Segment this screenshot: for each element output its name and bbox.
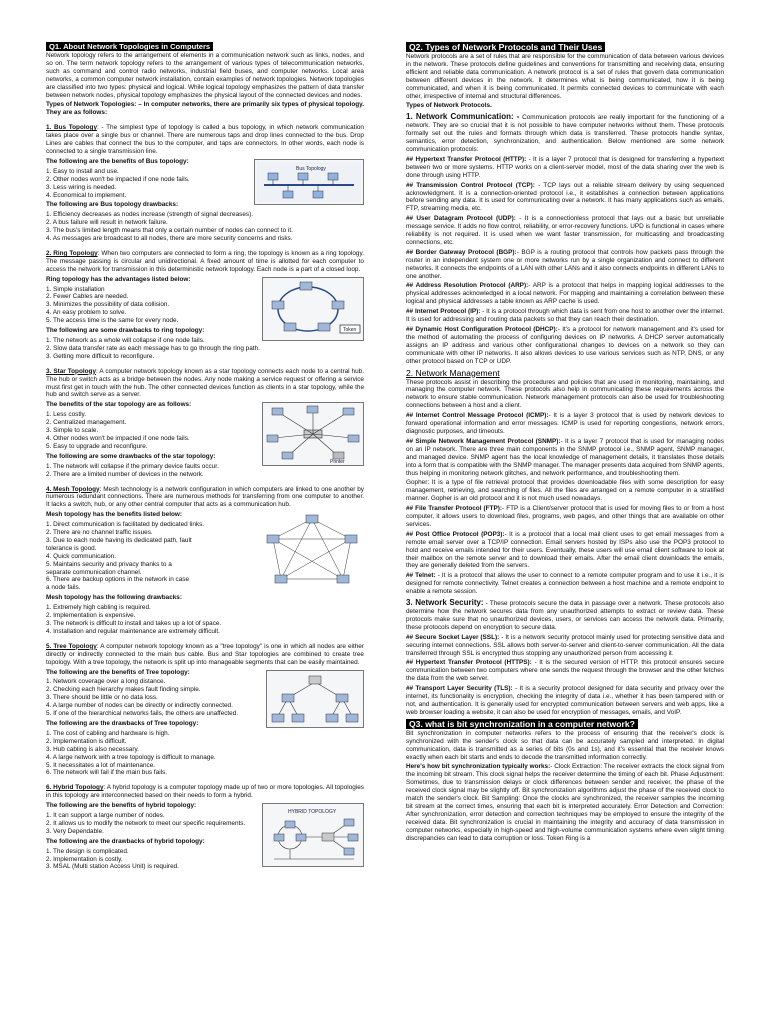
bus-node (328, 173, 338, 180)
left-column (46, 42, 364, 873)
protocol-name: ## Transport Layer Security (TLS): (406, 685, 513, 693)
bus-text: : - The simplest type of topology is called a bus topology, in which network communication takes place over a single bus or channel. There are numerous taps and drop lines connected to the bus. Drop Lines are cables that connect the bus to the computer, and taps are connectors. In other words, each node is connected to a single transmission line. (46, 124, 364, 155)
mesh-node (337, 575, 349, 583)
protocol-text: - It is a protocol through which data is sent from one host to another over the internet. It is used for addressing and routing data packets so that they can reach their destination. (406, 308, 725, 324)
mesh-text: : Mesh technology is a network configuration in which computers are linked to one another by numerous redundant connections. There are numerous methods for transferring from one computer to another. It lacks a switch, hub, or any other central computer that acts as a communication hub. (46, 485, 364, 509)
list-item: 1. Simple installation (46, 285, 105, 293)
list-item: 6. There are backup options in the network in case (46, 576, 190, 584)
hybrid-hub (322, 833, 334, 841)
list-item: 2. A bus failure will result in network failure. (46, 219, 168, 227)
protocol-text: - BGP is a routing protocol that controls how packets pass through the router in an independent system one or more networks run by a single organization and connect to different networks. It connects the endpoints of a LAN with other LANs and it also connects endpoints in different LANs to one another. (406, 248, 724, 280)
q3-how (406, 763, 724, 842)
list-item: 3. Very Dependable. (46, 827, 104, 835)
right-column (406, 42, 724, 844)
bus-diagram (256, 161, 362, 203)
protocol-text: - ARP is a protocol that helps in mapping logical addresses to the physical addresses acknowledged in a local network. For mapping and maintaining a correlation between these logical and physical addresses a table known as ARP cache is used. (406, 282, 724, 306)
protocol-text: - It is a layer 7 protocol that is designed for transferring a hypertext between two or more systems. HTTP works on a client-server model, most of the data sharing over the web is done through using HTTP. (406, 155, 724, 179)
protocol-text: Gopher: It is a type of file retrieval protocol that provides downloadable files with some description for easy management, retrieving, and searching of files. All the files are arranged on a remote computer in a stratified manner. Gopher is an old protocol and it is not much used nowadays. (406, 479, 724, 503)
protocol-text: - It is a protocol that allows the user to connect to a remote computer program and to use it i.e., it is designed for remote connectivity. Telnet creates a connection between a host machine and a remote endpoint to enable a remote session. (406, 572, 724, 596)
ring-drawbacks-head: The following are some drawbacks to ring topology: (46, 327, 205, 335)
bus-title: 1. Bus Topology (46, 124, 97, 132)
bus-benefits-head: The following are the benefits of Bus topology: (46, 157, 189, 165)
q2-types-head: Types of Network Protocols. (406, 102, 492, 110)
bus-drawbacks-head: The following are Bus topology drawbacks: (46, 201, 179, 209)
mesh-node (267, 535, 279, 543)
ring-text: : When two computers are connected to form a ring, the topology is known as a ring topology. The message passing is circular and unidirectional. A fixed amount of time is allotted for each computer to access the network for transmission in this deterministic network topology. Each node is a part of a closed loop. (46, 249, 364, 273)
q3-how-head: Here's how bit synchronization typically works: (406, 763, 551, 771)
hybrid-title: 6. Hybrid Topology (46, 784, 104, 792)
protocol-text: - It's a protocol for network management and it's used for the method of automating the process of configuring devices on IP networks. A DHCP server automatically assigns an IP address and various other configurational changes to devices on a network so they can communicate with other IP networks. It also allows devices to use various services such as NTP, DNS, or any other protocol based on TCP or UDP. (406, 326, 724, 365)
protocol-name: ## Hypertext Transfer Protocol (HTTP): (406, 155, 527, 163)
hybrid-node (285, 821, 295, 828)
hybrid-node (348, 834, 358, 841)
list-item: 5. It necessitates a lot of maintenance. (46, 761, 156, 769)
q1-intro: Network topology refers to the arrangement of elements in a communication network such as links, nodes, and so on. The term network topology refers to the arrangement of various types of telecommunication networks, such as command and control radio networks, industrial field buses, and computer networks. Local area networks, a common computer network installation, contain examples of network topologies. Network topologies are classified into two types: physical and logical. While logical topology emphasizes the pattern of data transfer between network nodes, physical topology emphasizes the physical layout of the connected devices and nodes. (46, 52, 364, 99)
list-item: 3. Minimizes the possibility of data collision. (46, 301, 170, 309)
list-item: 1. Efficiency decreases as nodes increase (strength of signal decreases). (46, 211, 253, 219)
list-item: 4. Other nodes won't be impacted if one node fails. (46, 434, 190, 442)
comm-title: 1. Network Communication: - (406, 112, 520, 122)
protocol-name: ## Border Gateway Protocol (BGP): (406, 248, 517, 256)
protocol-item (406, 308, 724, 324)
star-diagram (264, 404, 362, 464)
hybrid-node (344, 819, 354, 826)
list-item: 2. Fewer Cables are needed. (46, 293, 129, 301)
bus-node (298, 173, 308, 180)
star-topology-figure (262, 402, 364, 466)
list-item: 1. The cost of cabling and hardware is high. (46, 729, 170, 737)
q1-types-line: Types of Network Topologies: – In computer networks, there are primarily six types of physical topology. They are as follows: (46, 101, 364, 117)
tree-node (326, 714, 338, 722)
bus-node (283, 191, 293, 198)
list-item: tolerance is good. (46, 544, 97, 552)
star-benefits-head: The benefits of the star topology are as follows: (46, 401, 192, 409)
star-node (348, 435, 359, 442)
list-item: 2. Implementation is expensive. (46, 612, 136, 620)
protocol-item (406, 215, 724, 247)
list-item: 1. The design is complicated. (46, 847, 129, 855)
protocol-name: ## Post Office Protocol (POP3): (406, 530, 505, 538)
tree-node (272, 714, 284, 722)
hybrid-node (344, 848, 354, 855)
ring-title: 2. Ring Topology (46, 249, 98, 257)
mesh-node (275, 575, 287, 583)
token-label: Token (343, 326, 357, 333)
tree-root (309, 676, 321, 684)
list-item: 3. Simple to scale. (46, 427, 99, 435)
star-node (282, 452, 293, 459)
list-item: 3. Getting more difficult to reconfigure. (46, 352, 155, 360)
sec-title: 3. Network Security: (406, 598, 484, 608)
list-item: 4. Installation and regular maintenance are extremely difficult. (46, 627, 220, 635)
list-item: 4. As messages are broadcast to all nodes, there are more security concerns and risks. (46, 235, 293, 243)
tree-node (346, 714, 358, 722)
protocol-text: - It is a layer 7 protocol that is used for managing nodes on an IP network. There are three main components in the SNMP protocol i.e., SNMP agent, SNMP manager, and managed device. SNMP agent has the local knowledge of management details, it translates those details into a form that is compatible with the SNMP manager. The manager presents data acquired from SNMP agents, thus helping in monitoring network glitches, and network performance, and troubleshooting them. (406, 437, 724, 477)
q3-heading: Q3. what is bit synchronization in a computer network? (406, 719, 638, 729)
q2-intro: Network protocols are a set of rules that are responsible for the communication of data between various devices in the network. These protocols define guidelines and conventions for transmitting and receiving data, ensuring efficient and reliable data communication. A network protocol is a set of rules that govern data communication between different devices in the network. It determines what is being communicated, how it is being communicated, and when it is being communicated. It permits connected devices to communicate with each other, irrespective of internal and structural differences. (406, 53, 724, 100)
protocol-name: ## Internet Control Message Protocol (ICMP): (406, 412, 549, 420)
comm-section (406, 112, 724, 154)
ring-diagram (264, 279, 362, 339)
protocol-text: - It is a protocol that a local mail client uses to get email messages from a remote email server over a TCP/IP connection. Email servers hosted by ISPs also use the POP3 protocol to hold and receive emails intended for their users. Eventually, these users will use email client software to look at their mailbox on the remote server and to download their emails. After the email client downloads the emails, they are generally deleted from the servers. (406, 530, 724, 570)
protocol-item (406, 659, 724, 683)
list-item: 5. The access time is the same for every node. (46, 317, 179, 325)
protocol-item (406, 282, 724, 306)
tree-topology-figure (266, 670, 364, 728)
sec-text: - These protocols secure the data in passage over a network. These protocols also determine how the network secures data from any unauthorized attempts to extract or review data. These protocols make sure that no unauthorized devices, users, or services can access the network data. Primarily, these protocols depend on encryption to secure data. (406, 600, 724, 631)
list-item: 1. Direct communication is facilitated by dedicated links. (46, 521, 205, 529)
ring-node (272, 301, 284, 309)
list-item: 4. A large number of nodes can be directly or indirectly connected. (46, 702, 233, 710)
mgmt-text: These protocols assist in describing the procedures and policies that are used in monitoring, maintaining, and managing the computer network. These protocols also help in communicating these requirements across the network to ensure stable communication. Network management protocols can also be used for troubleshooting connections between a host and a client. (406, 378, 724, 410)
protocol-item (406, 249, 724, 281)
bus-figure-label: Bus Topology (296, 165, 326, 172)
hybrid-topology-figure (262, 803, 364, 867)
tree-benefits-head: The following are the benefits of Tree topology: (46, 668, 190, 676)
list-item: 1. Extremely high cabling is required. (46, 604, 151, 612)
list-item: 1. The network as a whole will collapse if one node fails. (46, 337, 205, 344)
list-item: 1. The network will collapse if the primary device faults occur. (46, 462, 219, 470)
mesh-topology-figure (260, 512, 364, 596)
protocol-item (406, 572, 724, 596)
list-item: 4. Economical to implement. (46, 191, 127, 199)
protocol-item (406, 634, 724, 658)
protocol-item (406, 156, 724, 180)
list-item: 4. An easy problem to solve. (46, 309, 127, 317)
mesh-section (46, 486, 364, 510)
list-item: a node fails. (46, 584, 81, 592)
protocol-text: - It is a network security protocol mainly used for protecting sensitive data and securing internet connections. SSL allows both server-to-server and client-to-server communication. All the data transferred through SSL is encrypted thus stopping any unauthorized person from accessing it. (406, 633, 724, 657)
list-item: 2. Centralized management. (46, 419, 127, 427)
hybrid-node (274, 834, 284, 841)
protocol-item (406, 505, 724, 529)
tree-drawbacks-head: The following are the drawbacks of Tree topology: (46, 719, 199, 727)
star-drawbacks-head: The following are some drawbacks of the star topology: (46, 452, 216, 460)
protocol-name: ## User Datagram Protocol (UDP): (406, 215, 516, 223)
q3-how-text: - Clock Extraction: The receiver extracts the clock signal from the incoming bit stream. This clock signal helps the receiver determine the timing of each bit. Phase Adjustment: Sometimes, due to transmission delays or clock differences between sender and receiver, the phase of the received clock signal may be slightly off. Bit synchronization algorithms adjust the phase of the received clock to match the sender's clock. Bit Sampling: Once the clocks are synchronized, the receiver samples the incoming bit stream at the correct times, ensuring that each bit is interpreted accurately. Error Detection and Correction: After synchronization, error detection and correction techniques may be employed to ensure the integrity of the received data. Bit synchronization is crucial in maintaining the integrity and accuracy of data transmission in computer networks, especially in high-speed and high-volume communication systems where even slight timing discrepancies can lead to data corruption or loss. Token Ring is a (406, 763, 724, 842)
protocol-text: - It is the secured version of HTTP. this protocol ensures secure communication between two computers where one sends the request through the browser and the other fetches the data from the web server. (406, 659, 724, 683)
mesh-node (345, 535, 357, 543)
mesh-diagram (261, 513, 363, 595)
list-item: 2. Implementation is difficult. (46, 737, 127, 745)
ring-section (46, 250, 364, 274)
bus-node (268, 173, 278, 180)
protocol-name: ## Dynamic Host Configuration Protocol (DHCP): (406, 326, 558, 333)
hybrid-section (46, 784, 364, 800)
list-item: 5. Easy to upgrade and reconfigure. (46, 442, 148, 450)
protocol-item (406, 438, 724, 478)
list-item: 3. Due to each node having its dedicated path, fault (46, 536, 192, 544)
list-item: 6. The network will fail if the main bus fails. (46, 769, 168, 777)
ring-benefits-head: Ring topology has the advantages listed below: (46, 275, 191, 283)
printer-label: Printer (330, 459, 345, 465)
protocol-name: ## File Transfer Protocol (FTP): (406, 505, 502, 513)
ring-node (300, 282, 312, 290)
star-node (307, 406, 318, 413)
list-item: 2. It allows us to modify the network to meet our specific requirements. (46, 819, 246, 827)
protocol-name: ## Internet Protocol (IP): (406, 308, 481, 316)
list-item: 2. There are no channel traffic issues. (46, 529, 153, 537)
protocol-name: ## Simple Network Management Protocol (SNMP): (406, 437, 561, 445)
hybrid-node (296, 834, 306, 841)
list-item: 1. It can support a large number of nodes. (46, 812, 165, 820)
tree-node (336, 694, 348, 702)
star-title: 3. Star Topology (46, 367, 97, 375)
hybrid-text: : A hybrid topology is a computer topology made up of two or more topologies. All topologies in this topology are interconnected based on their needs to form a hybrid. (46, 784, 364, 800)
protocol-text: - FTP is a Client/server protocol that is used for moving files to or from a host computer, it allows users to download files, programs, web pages, and other things that are available on other services. (406, 505, 724, 528)
comm-text: Communication protocols are really important for the functioning of a network. They are so crucial that it is not possible to have computer networks without them. These protocols formally set out the rules and formats through which data is transferred. These protocols handle syntax, semantics, error detection, synchronization, and authentication. Below mentioned are some network communication protocols: (406, 114, 724, 153)
protocol-name: ## Address Resolution Protocol (ARP): (406, 282, 529, 290)
ring-node (318, 323, 330, 331)
list-item: 3. Less wiring is needed. (46, 183, 117, 191)
printer-node (333, 452, 344, 459)
list-item: 2. There are a limited number of devices in the network. (46, 470, 204, 478)
list-item: 2. Other nodes won't be impacted if one node fails. (46, 175, 190, 183)
list-item: 3. The bus's limited length means that only a certain number of nodes can connect to it. (46, 227, 293, 235)
list-item: 5. Maintains security and privacy thanks to a (46, 560, 172, 568)
mesh-drawbacks-head: Mesh topology has the following drawbacks: (46, 594, 182, 602)
q3-text: Bit synchronization in computer networks refers to the process of ensuring that the receiver's clock is synchronized with the sender's clock so that data can be accurately sampled and interpreted. In digital communication, data is transmitted as a series of bits (0s and 1s), and it's essential that the receiver knows exactly when each bit starts and ends to decode the transmitted information correctly. (406, 729, 724, 761)
list-item: 3. The network is difficult to install and takes up a lot of space. (46, 620, 222, 627)
bus-topology-figure (254, 159, 364, 205)
tree-node (282, 694, 294, 702)
list-item: 4. Quick communication. (46, 552, 116, 560)
protocol-name: ## Secure Socket Layer (SSL): (406, 633, 500, 641)
protocol-text: - It is a security protocol designed for data security and privacy over the internet, its functionality is encryption, checking the integrity of data i.e., whether it has been tampered with or not, and authentication. It is generally used for encrypted communication between servers and web apps, like a web browser loading a website, it can also be used for encryption of messages, emails, and VoIP. (406, 685, 724, 716)
list-item: 2. Implementation is costly. (46, 855, 123, 863)
tree-text: : A computer network topology known as a "tree topology" is one in which all nodes are either directly or indirectly connected to the main bus cable. Bus and Star topologies are combined to create tree topology. With a tree topology, the network is split up into manageable segments that can be easily maintained. (46, 642, 364, 666)
mesh-node (306, 515, 318, 523)
hybrid-drawbacks-head: The following are the drawbacks of hybrid topology: (46, 837, 205, 845)
tree-node (292, 714, 304, 722)
hybrid-benefits-head: The following are the benefits of hybrid topology: (46, 802, 197, 810)
protocol-item (406, 326, 724, 366)
mesh-title: 4. Mesh Topology (46, 485, 100, 493)
list-item: 1. Network coverage over a long distance. (46, 678, 166, 686)
q2-heading: Q2. Types of Network Protocols and Their Uses (406, 42, 605, 52)
protocol-name: ## Telnet: (406, 572, 436, 580)
protocol-text: - It is a layer 3 protocol that is used by network devices to forward operational information and error messages. ICMP is used for reporting congestions, network errors, diagnostic purposes, and timeouts. (406, 412, 724, 435)
protocol-item (406, 479, 724, 503)
protocol-text: - TCP lays out a reliable stream delivery by using sequenced acknowledgment. It is a connection-oriented protocol i.e., it establishes a connection between applications before sending any data. It is used for communicating over a network. It has many applications such as emails, FTP, streaming media, etc. (406, 181, 724, 213)
ring-node (284, 323, 296, 331)
tree-section (46, 643, 364, 667)
star-section (46, 368, 364, 400)
protocol-item (406, 685, 724, 717)
bus-node (313, 191, 323, 198)
sec-section (406, 598, 724, 632)
list-item: 1. Easy to install and use. (46, 167, 119, 175)
mgmt-title: 2. Network Management (406, 367, 500, 378)
list-item: 2. Slow data transfer rate as each message has to go through the ring path. (46, 344, 260, 352)
tree-title: 5. Tree Topology (46, 642, 97, 650)
list-item: 5. If one of the hierarchical networks fails, the others are unaffected. (46, 710, 239, 718)
star-text: : A computer network topology known as a star topology connects each node to a central hub. The hub or switch acts as a bridge between the nodes. Any node making a service request or offering a service must first get in touch with the hub. The other connected devices function as clients in a star topology, while the hub and switch serve as a server. (46, 367, 364, 399)
ring-node (332, 301, 344, 309)
ring-topology-figure (262, 277, 364, 341)
tree-diagram (268, 672, 362, 726)
star-node (267, 435, 278, 442)
protocol-item (406, 182, 724, 214)
list-item: 2. Checking each hierarchy makes fault finding simple. (46, 686, 201, 694)
list-item: 4. A large network with a tree topology is difficult to manage. (46, 753, 216, 761)
list-item: 1. Less costly. (46, 411, 87, 419)
protocol-name: ## Transmission Control Protocol (TCP): (406, 181, 535, 189)
protocol-item (406, 412, 724, 436)
protocol-name: ## Hypertext Transfer Protocol (HTTPS): (406, 659, 532, 667)
list-item: 3. MSAL (Multi station Access Unit) is required. (46, 863, 179, 871)
hybrid-figure-label: HYBRID TOPOLOGY (288, 809, 337, 816)
star-node (343, 408, 354, 415)
protocol-item (406, 531, 724, 571)
list-item: 3. There should be little or no data loss. (46, 694, 158, 702)
mesh-benefits-head: Mesh topology has the benefits listed below: (46, 511, 182, 519)
protocol-text: - It is a connectionless protocol that lays out a basic but unreliable message service. It adds no flow control, reliability, or error-recovery functions. UPD is functional in cases where reliability is not required. It is used when we want faster transmission, for multicasting and broadcasting connections, etc. (406, 215, 724, 246)
list-item: separate communication channel. (46, 568, 142, 576)
hybrid-diagram (264, 805, 362, 865)
list-item: 3. Hub cabling is also necessary. (46, 745, 139, 753)
q1-heading: Q1. About Network Topologies in Computers (46, 42, 213, 51)
star-node (272, 408, 283, 415)
bus-section (46, 124, 364, 156)
